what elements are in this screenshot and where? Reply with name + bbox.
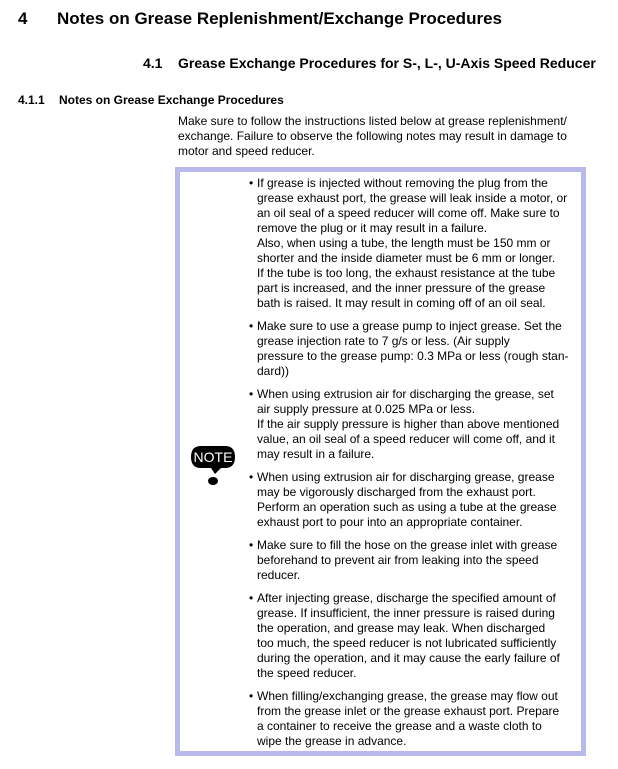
note-item-line: the operation, and grease may leak. When discharged — [257, 621, 546, 635]
note-item-line: a container to receive the grease and a waste cloth to — [257, 719, 542, 733]
note-item-line: • When using extrusion air for discharging the grease, set — [257, 387, 554, 401]
note-item-line: • After injecting grease, discharge the specified amount of — [257, 591, 556, 605]
note-item — [247, 176, 578, 311]
note-item-line: the speed reducer. — [257, 666, 357, 680]
note-item-line: value, an oil seal of a speed reducer will come off, and it — [257, 432, 555, 446]
note-item-line: air supply pressure at 0.025 MPa or less. — [257, 402, 476, 416]
note-item — [247, 470, 578, 530]
subsection-number: 4.1.1 — [18, 93, 45, 107]
note-item-line: too much, the speed reducer is not lubricated sufficiently — [257, 636, 557, 650]
note-item-line: If the tube is too long, the exhaust resistance at the tube — [257, 266, 556, 280]
note-item-line: • If grease is injected without removing the plug from the — [257, 176, 548, 190]
intro-line: motor and speed reducer. — [178, 144, 315, 158]
note-item-line: from the grease inlet or the grease exhaust port. Prepare — [257, 704, 560, 718]
note-item — [247, 591, 578, 681]
note-item-line: remove the plug or it may result in a failure. — [257, 221, 488, 235]
note-item-line: reducer. — [257, 568, 301, 582]
note-item-line: may result in a failure. — [257, 447, 375, 461]
note-item-line: grease. If insufficient, the inner pressure is raised during — [257, 606, 555, 620]
note-item-line: • When filling/exchanging grease, the grease may flow out — [257, 689, 558, 703]
note-item-line: Also, when using a tube, the length must be 150 mm or — [257, 236, 551, 250]
chapter-title — [18, 9, 502, 29]
note-item-line: • When using extrusion air for discharging grease, grease — [257, 470, 555, 484]
note-item-line: • Make sure to use a grease pump to inject grease. Set the — [257, 319, 562, 333]
note-item-line: dard)) — [257, 364, 290, 378]
note-item — [247, 689, 578, 749]
chapter-title-text: Notes on Grease Replenishment/Exchange Procedures — [57, 9, 502, 28]
note-item-line: an oil seal of a speed reducer will come off. Make sure to — [257, 206, 560, 220]
section-number: 4.1 — [143, 55, 163, 71]
note-item-line: pressure to the grease pump: 0.3 MPa or less (rough stan- — [257, 349, 569, 363]
note-icon — [189, 443, 237, 488]
note-item-line: grease injection rate to 7 g/s or less. (Air supply — [257, 334, 510, 348]
note-item — [247, 387, 578, 462]
note-item-line: bath is raised. It may result in coming off of an oil seal. — [257, 296, 546, 310]
subsection-title — [18, 93, 284, 107]
note-item-line: part is increased, and the inner pressure of the grease — [257, 281, 546, 295]
section-title — [143, 55, 596, 71]
note-item-line: If the air supply pressure is higher than above mentioned — [257, 417, 560, 431]
note-item-line: • Make sure to fill the hose on the grease inlet with grease — [257, 538, 558, 552]
note-item — [247, 538, 578, 583]
note-item-line: beforehand to prevent air from leaking into the speed — [257, 553, 539, 567]
note-item-line: during the operation, and it may cause the early failure of — [257, 651, 560, 665]
note-item-line: may be vigorously discharged from the exhaust port. — [257, 485, 536, 499]
subsection-title-text: Notes on Grease Exchange Procedures — [59, 93, 284, 107]
note-item-line: Perform an operation such as using a tube at the grease — [257, 500, 557, 514]
section-title-text: Grease Exchange Procedures for S-, L-, U-Axis Speed Reducer — [178, 55, 596, 71]
note-item-line: exhaust port to pour into an appropriate container. — [257, 515, 523, 529]
note-item-line: shorter and the inside diameter must be 6 mm or longer. — [257, 251, 556, 265]
chapter-number: 4 — [18, 9, 28, 28]
intro-line: Make sure to follow the instructions listed below at grease replenishment/ — [178, 114, 567, 128]
intro-line: exchange. Failure to observe the following notes may result in damage to — [178, 129, 567, 143]
note-item-line: wipe the grease in advance. — [257, 734, 407, 748]
note-list — [247, 176, 578, 757]
note-box — [175, 167, 586, 756]
intro-paragraph — [178, 114, 588, 159]
note-item — [247, 319, 578, 379]
note-icon-label: NOTE — [193, 449, 233, 465]
note-item-line: grease exhaust port, the grease will leak inside a motor, or — [257, 191, 568, 205]
